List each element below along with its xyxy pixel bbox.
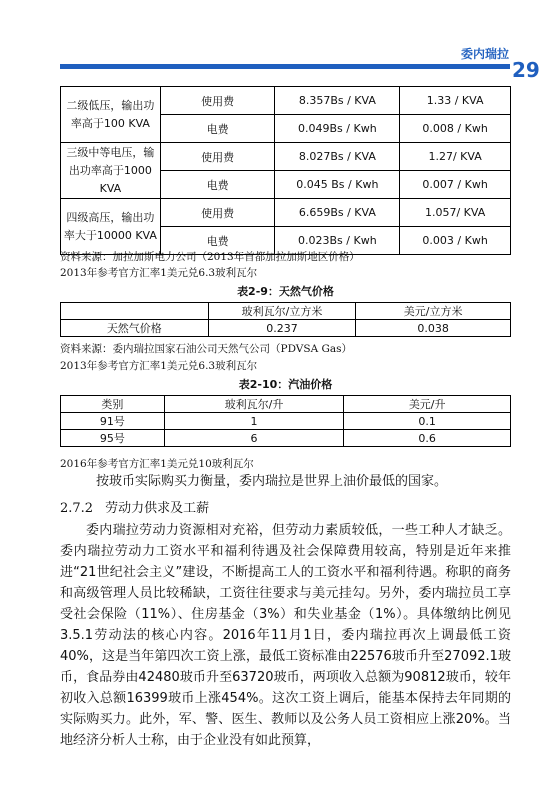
page-number: 29	[512, 58, 540, 82]
gasoline-price-table	[60, 395, 511, 447]
table-header-cell: 玻利瓦尔/立方米	[208, 303, 356, 320]
table-cell-region: 四级高压，输出功率大于10000 KVA	[61, 199, 161, 255]
table-cell-usd: 0.1	[344, 413, 511, 430]
exchange-rate-note: 2013年参考官方汇率1美元兑6.3玻利瓦尔	[60, 360, 258, 372]
table-header-cell: 美元/升	[344, 396, 511, 413]
running-header-title: 委内瑞拉	[460, 47, 509, 61]
source-note: 资料来源：加拉加斯电力公司（2013年首都加拉加斯地区价格）	[60, 251, 360, 263]
table-cell-usd: 0.007 / Kwh	[400, 171, 511, 199]
table-row	[61, 143, 511, 171]
table-cell-region: 三级中等电压，输出功率高于1000 KVA	[61, 143, 161, 199]
electricity-price-table	[60, 86, 511, 255]
table-caption: 表2-9：天然气价格	[237, 285, 334, 298]
table-cell-type: 使用费	[160, 87, 275, 115]
table-cell-bs: 6	[164, 430, 344, 447]
table-cell-usd: 1.33 / KVA	[400, 87, 511, 115]
table-cell-label: 91号	[61, 413, 165, 430]
table-cell-bs: 0.049Bs / Kwh	[275, 115, 400, 143]
table-cell-bs: 6.659Bs / KVA	[275, 199, 400, 227]
table-cell-bs: 0.237	[208, 320, 356, 337]
table-cell-bs: 0.023Bs / Kwh	[275, 227, 400, 255]
table-cell-type: 电费	[160, 115, 275, 143]
table-cell-usd: 0.038	[356, 320, 511, 337]
table-cell-usd: 1.27/ KVA	[400, 143, 511, 171]
table-header-row	[61, 396, 511, 413]
table-caption: 表2-10：汽油价格	[238, 378, 333, 391]
table-header-cell	[61, 303, 209, 320]
table-cell-type: 使用费	[160, 143, 275, 171]
table-cell-type: 使用费	[160, 199, 275, 227]
table-row	[61, 430, 511, 447]
source-note: 资料来源：委内瑞拉国家石油公司天然气公司（PDVSA Gas）	[60, 343, 353, 355]
gasoline-note: 按玻币实际购买力衡量，委内瑞拉是世界上油价最低的国家。	[96, 474, 448, 489]
table-row	[61, 413, 511, 430]
table-cell-label: 天然气价格	[61, 320, 209, 337]
table-cell-bs: 8.027Bs / KVA	[275, 143, 400, 171]
table-cell-bs: 1	[164, 413, 344, 430]
table-cell-usd: 1.057/ KVA	[400, 199, 511, 227]
section-number: 2.7.2	[60, 501, 94, 516]
section-title: 劳动力供求及工薪	[105, 501, 210, 516]
table-cell-type: 电费	[160, 171, 275, 199]
table-cell-region: 二级低压，输出功率高于100 KVA	[61, 87, 161, 143]
table-cell-usd: 0.008 / Kwh	[400, 115, 511, 143]
section-heading	[60, 497, 221, 516]
table-row	[61, 320, 511, 337]
table-row	[61, 87, 511, 115]
table-cell-usd: 0.6	[344, 430, 511, 447]
table-cell-bs: 8.357Bs / KVA	[275, 87, 400, 115]
table-cell-usd: 0.003 / Kwh	[400, 227, 511, 255]
natural-gas-price-table	[60, 302, 511, 337]
table-cell-bs: 0.045 Bs / Kwh	[275, 171, 400, 199]
table-header-cell: 玻利瓦尔/升	[164, 396, 344, 413]
table-header-row	[61, 303, 511, 320]
table-row	[61, 199, 511, 227]
exchange-rate-note: 2013年参考官方汇率1美元兑6.3玻利瓦尔	[60, 267, 258, 279]
table-header-cell: 美元/立方米	[356, 303, 511, 320]
table-cell-type: 电费	[160, 227, 275, 255]
table-header-cell: 类别	[61, 396, 165, 413]
body-paragraph: 委内瑞拉劳动力资源相对充裕，但劳动力素质较低，一些工种人才缺乏。委内瑞拉劳动力工资水平和福利待遇及社会保障费用较高，特别是近年来推进“21世纪社会主义”建设，不断提高工人的工资水平和福利待遇。称职的商务和高级管理人员比较稀缺，工资往往要求与美元挂勾。另外，委内瑞拉员工享受社会保险（11%）、住房基金（3%）和失业基金（1%）。具体缴纳比例见3.5.1劳动法的核心内容。2016年11月1日，委内瑞拉再次上调最低工资40%，这是当年第四次工资上涨，最低工资标准由22576玻币升至27092.1玻币，食品券由42480玻币升至63720玻币，两项收入总额为90812玻币，较年初收入总额16399玻币上涨454%。这次工资上调后，能基本保持去年同期的实际购买力。此外，军、警、医生、教师以及公务人员工资相应上涨20%。当地经济分析人士称，由于企业没有如此预算，	[60, 523, 511, 748]
table-cell-label: 95号	[61, 430, 165, 447]
exchange-rate-note: 2016年参考官方汇率1美元兑10玻利瓦尔	[60, 458, 254, 470]
header-rule	[60, 64, 510, 69]
